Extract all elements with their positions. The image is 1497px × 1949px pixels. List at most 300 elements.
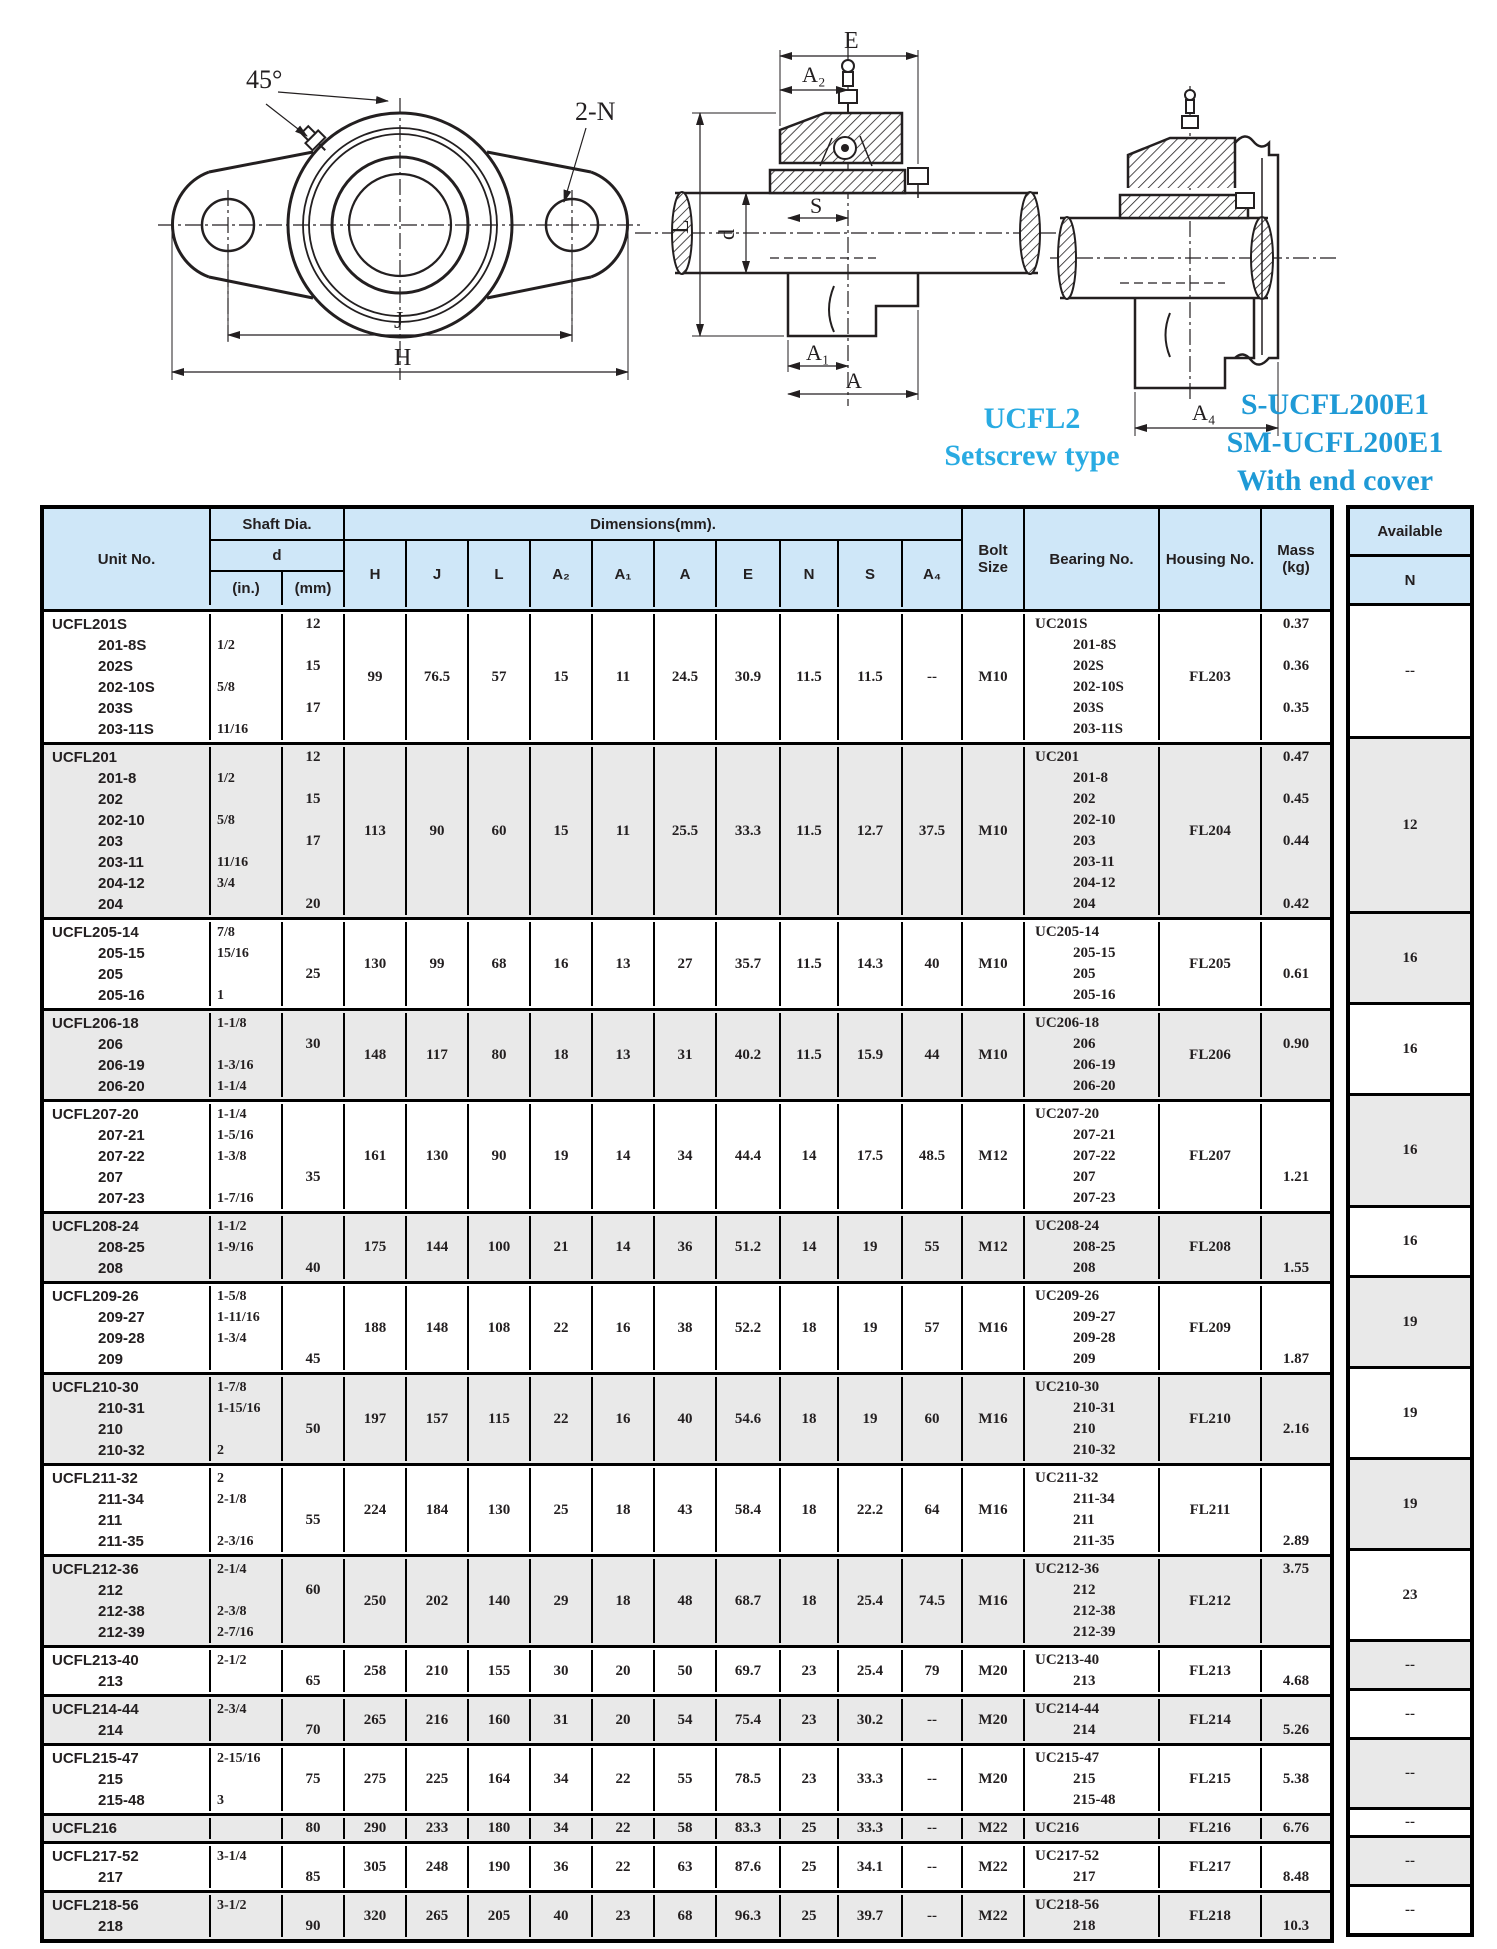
cell-shaft-mm [281, 1104, 343, 1209]
cell-line: 70 [305, 1722, 321, 1738]
cell-line: 215-48 [98, 1792, 145, 1809]
cell-dim-E [715, 614, 779, 740]
cell-dim-S [837, 1377, 901, 1461]
cell-line: 0.45 [1282, 791, 1310, 807]
cell-line [211, 1349, 281, 1370]
cell-dim-S [837, 1013, 901, 1097]
dim-value: -- [927, 1771, 937, 1787]
cell-line [1262, 1013, 1330, 1034]
cell-line: 205 [1073, 966, 1096, 982]
cell-dim-A [653, 1846, 715, 1888]
dim-value: 250 [363, 1592, 387, 1609]
dim-value: 188 [363, 1319, 387, 1336]
cell-line [1262, 1790, 1330, 1811]
cell-dim-S [837, 1286, 901, 1370]
cell-line [1262, 922, 1330, 943]
dim-value: 18 [553, 1046, 569, 1063]
cell-line: 80 [305, 1820, 321, 1836]
cell-line [1262, 1286, 1330, 1307]
dim-value: 58.4 [734, 1501, 762, 1518]
cell-line: 2 [217, 1443, 224, 1458]
cell-line: 213 [98, 1673, 124, 1690]
housing-no-value: FL210 [1189, 1410, 1231, 1427]
dim-value: 130 [425, 1148, 449, 1164]
cell-line: UCFL212-36 [52, 1561, 139, 1578]
cell-line: UC201 [1035, 749, 1080, 765]
dim-value: 14 [801, 1148, 817, 1164]
cell-bolt-size [961, 1559, 1023, 1643]
header-shaft-mm: (mm) [281, 572, 343, 605]
cell-line: UC201S [1035, 616, 1088, 632]
housing-no-value: FL205 [1189, 955, 1231, 972]
available-row [1350, 606, 1470, 739]
dim-value: 15 [553, 668, 569, 685]
dim-value: 25 [553, 1501, 569, 1518]
cell-line: 210-31 [98, 1400, 145, 1417]
cell-line: 60 [305, 1582, 321, 1598]
cell-mass [1260, 1846, 1330, 1888]
housing-no-value: FL203 [1189, 668, 1231, 685]
cell-dim-L [467, 1286, 529, 1370]
available-value: -- [1405, 662, 1415, 679]
bolt-size-value: M16 [978, 1410, 1008, 1427]
cell-shaft-in [209, 1559, 281, 1643]
cell-dim-J [405, 1650, 467, 1692]
cell-dim-A1 [591, 1286, 653, 1370]
available-table [1346, 505, 1474, 1937]
available-value: -- [1405, 1765, 1415, 1781]
cell-line: 207-21 [98, 1127, 145, 1144]
cell-dim-A1 [591, 747, 653, 915]
cell-shaft-mm [281, 1468, 343, 1552]
cell-line: 1-3/8 [217, 1149, 247, 1164]
dim-value: 180 [487, 1820, 511, 1836]
cell-dim-H [343, 1468, 405, 1552]
dim-value: 40 [924, 955, 940, 972]
cell-line: 17 [305, 833, 321, 849]
cell-line [211, 656, 281, 677]
cell-line: 206-20 [98, 1078, 145, 1095]
cell-shaft-in [209, 1013, 281, 1097]
cell-line: 217 [98, 1869, 124, 1886]
cell-line: 205 [98, 966, 124, 983]
cell-dim-N [779, 1818, 837, 1839]
cell-shaft-mm [281, 1846, 343, 1888]
cell-bolt-size [961, 1377, 1023, 1461]
spec-tables [40, 505, 1474, 1943]
cell-line: 203S [98, 700, 134, 717]
bolt-size-value: M22 [978, 1858, 1008, 1875]
cell-line [283, 1055, 343, 1076]
cell-line: 1.87 [1282, 1351, 1310, 1367]
cell-line: 5.26 [1282, 1722, 1310, 1738]
cell-line: 203 [1073, 833, 1096, 849]
cell-bolt-size [961, 614, 1023, 740]
cell-mass [1260, 1699, 1330, 1741]
cell-bearing-no [1023, 1895, 1158, 1937]
dim-value: 18 [801, 1501, 817, 1518]
cell-housing-no [1158, 1650, 1260, 1692]
cell-line: 208-25 [98, 1239, 145, 1256]
cell-housing-no [1158, 1846, 1260, 1888]
available-value: -- [1405, 1814, 1415, 1830]
header-bearing-no: Bearing No. [1023, 509, 1158, 609]
dim-value: 22 [553, 1410, 569, 1427]
cell-line: 207-22 [1073, 1148, 1116, 1164]
cell-line: 206 [1073, 1036, 1096, 1052]
cell-mass [1260, 1013, 1330, 1097]
cell-line: 2-1/8 [217, 1492, 247, 1507]
dim-value: 11.5 [796, 668, 822, 685]
cell-line: 215-48 [1073, 1792, 1116, 1808]
variant-name-2: SM-UCFL200E1 [1226, 426, 1444, 459]
cell-line [283, 635, 343, 656]
cell-dim-A1 [591, 1699, 653, 1741]
cell-dim-L [467, 747, 529, 915]
dim-value: 43 [677, 1501, 693, 1518]
dim-value: 30.9 [734, 668, 762, 685]
header-available-n: N [1350, 557, 1470, 606]
cell-line [283, 1286, 343, 1307]
cell-line: 209-28 [1073, 1330, 1116, 1346]
table-row [44, 1557, 1330, 1648]
dim-value: 13 [615, 1046, 631, 1063]
available-row [1350, 1005, 1470, 1096]
dim-value: 30 [553, 1662, 569, 1679]
cell-line: 218 [98, 1918, 124, 1935]
cell-line [1262, 1237, 1330, 1258]
dim-value: 22 [553, 1319, 569, 1336]
dim-value: 14 [801, 1239, 817, 1255]
cell-line: 1-5/8 [217, 1289, 247, 1304]
dim-value: 33.3 [856, 1820, 884, 1836]
cell-line: UC213-40 [1035, 1652, 1100, 1668]
cell-line [1262, 1748, 1330, 1769]
dim-value: 39.7 [856, 1907, 884, 1924]
cell-shaft-in [209, 1846, 281, 1888]
cell-dim-S [837, 1748, 901, 1811]
cell-dim-A2 [529, 922, 591, 1006]
cell-dim-A [653, 1286, 715, 1370]
cell-line: 214 [98, 1722, 124, 1739]
table-row [44, 1697, 1330, 1746]
cell-line: 202-10 [1073, 812, 1116, 828]
dim-value: 17.5 [856, 1148, 884, 1164]
dim-value: 55 [677, 1771, 693, 1787]
cell-line: UC209-26 [1035, 1288, 1100, 1304]
cell-line [283, 719, 343, 740]
cell-shaft-mm [281, 1895, 343, 1937]
cell-line: 207-23 [98, 1190, 145, 1207]
cell-line: 55 [305, 1512, 321, 1528]
cell-line [283, 1377, 343, 1398]
cell-dim-S [837, 1846, 901, 1888]
available-row [1350, 1369, 1470, 1460]
dim-value: 20 [615, 1662, 631, 1679]
dim-value: 99 [367, 668, 383, 685]
cell-bolt-size [961, 1650, 1023, 1692]
dim-value: 74.5 [918, 1592, 946, 1609]
cell-dim-L [467, 1104, 529, 1209]
cell-mass [1260, 1650, 1330, 1692]
dim-value: 68 [677, 1907, 693, 1924]
cell-shaft-in [209, 1468, 281, 1552]
table-row [44, 1466, 1330, 1557]
bolt-size-value: M20 [978, 1662, 1008, 1679]
cell-dim-E [715, 1748, 779, 1811]
cell-line: 2-15/16 [217, 1751, 261, 1766]
cell-line [283, 1790, 343, 1811]
cell-unit-no [44, 1818, 209, 1839]
cell-line [1262, 635, 1330, 656]
header-dimensions: Dimensions(mm). [343, 509, 961, 541]
cell-line: 203S [1073, 700, 1104, 716]
cell-dim-N [779, 922, 837, 1006]
available-value: 19 [1402, 1313, 1418, 1330]
available-row [1350, 1208, 1470, 1278]
cell-line: 209-27 [1073, 1309, 1116, 1325]
available-row [1350, 1810, 1470, 1838]
cell-dim-A2 [529, 1377, 591, 1461]
cell-line [211, 1671, 281, 1692]
cell-dim-N [779, 1286, 837, 1370]
cell-unit-no [44, 1377, 209, 1461]
cell-housing-no [1158, 1895, 1260, 1937]
cell-line: 203-11 [98, 854, 144, 871]
dim-value: -- [927, 1907, 937, 1924]
dim-value: 117 [426, 1046, 448, 1063]
cell-dim-S [837, 1818, 901, 1839]
cell-line: 218 [1073, 1918, 1096, 1934]
cell-line: 203-11S [98, 721, 154, 738]
housing-no-value: FL211 [1189, 1501, 1231, 1518]
cell-line: 203-11S [1073, 721, 1124, 737]
cell-dim-J [405, 747, 467, 915]
cell-dim-E [715, 1650, 779, 1692]
housing-no-value: FL216 [1189, 1820, 1231, 1836]
cell-shaft-in [209, 1377, 281, 1461]
cell-dim-E [715, 1559, 779, 1643]
dim-value: 22.2 [856, 1501, 884, 1518]
cell-line: 213 [1073, 1673, 1096, 1689]
cell-dim-A1 [591, 1846, 653, 1888]
housing-no-value: FL212 [1189, 1592, 1231, 1609]
cell-line [1262, 1104, 1330, 1125]
dim-value: 25.4 [856, 1592, 884, 1609]
cell-line: 65 [305, 1673, 321, 1689]
dim-value: 54.6 [734, 1410, 762, 1427]
dim-value: 100 [487, 1239, 511, 1255]
cell-bearing-no [1023, 747, 1158, 915]
cell-mass [1260, 1104, 1330, 1209]
cell-unit-no [44, 614, 209, 740]
cell-line [1262, 1699, 1330, 1720]
cell-line: 1.21 [1282, 1169, 1310, 1185]
cell-line: 0.44 [1282, 833, 1310, 849]
header-mass: Mass (kg) [1260, 509, 1330, 609]
cell-line [1262, 1055, 1330, 1076]
dim-value: -- [927, 1711, 937, 1728]
cell-line: 210 [98, 1421, 124, 1438]
bolt-size-value: M12 [978, 1239, 1008, 1255]
cell-line: UC215-47 [1035, 1750, 1100, 1766]
dim-value: 184 [425, 1501, 449, 1518]
cell-dim-N [779, 1013, 837, 1097]
cell-line: 207-21 [1073, 1127, 1116, 1143]
cell-line: 211-35 [1073, 1533, 1115, 1549]
series-caption [882, 400, 1182, 474]
cell-dim-H [343, 747, 405, 915]
cell-bolt-size [961, 1468, 1023, 1552]
available-value: 23 [1402, 1586, 1418, 1603]
cell-dim-A1 [591, 1377, 653, 1461]
dim-value: 11.5 [796, 1046, 822, 1063]
cell-shaft-in [209, 614, 281, 740]
cell-line: 211-34 [98, 1491, 144, 1508]
header-dim-A: A [653, 541, 715, 607]
cell-mass [1260, 922, 1330, 1006]
cell-line: 1-7/8 [217, 1380, 247, 1395]
cell-line: 1-1/2 [217, 1219, 247, 1234]
cell-line [1262, 677, 1330, 698]
bolt-size-value: M10 [978, 668, 1008, 685]
bolt-size-value: M10 [978, 955, 1008, 972]
cell-dim-A2 [529, 1559, 591, 1643]
dim-value: 80 [491, 1046, 507, 1063]
cell-mass [1260, 1559, 1330, 1643]
cell-dim-A2 [529, 1748, 591, 1811]
cell-line [1262, 1328, 1330, 1349]
cell-dim-E [715, 1377, 779, 1461]
dim-value: 11.5 [796, 822, 822, 839]
cell-dim-A4 [901, 614, 961, 740]
cell-mass [1260, 1216, 1330, 1279]
cell-line [211, 1916, 281, 1937]
table-row [44, 1816, 1330, 1844]
cell-line: 2-3/4 [217, 1702, 247, 1717]
cell-line: 209 [98, 1351, 124, 1368]
cell-line [211, 1818, 281, 1839]
cell-line: UCFL217-52 [52, 1848, 139, 1865]
dim-value: 148 [425, 1319, 449, 1336]
cell-line: 206 [98, 1036, 124, 1053]
cell-line [1262, 1650, 1330, 1671]
dim-value: 233 [425, 1820, 449, 1836]
bolt-size-value: M12 [978, 1148, 1008, 1164]
cell-line: UCFL201S [52, 616, 128, 633]
dim-value: 25 [801, 1820, 817, 1836]
dim-value: 78.5 [734, 1771, 762, 1787]
available-value: -- [1405, 1705, 1415, 1722]
cell-housing-no [1158, 1013, 1260, 1097]
cell-line [211, 894, 281, 915]
dim-value: 27 [677, 955, 693, 972]
table-row [44, 1375, 1330, 1466]
cell-dim-A [653, 747, 715, 915]
cell-line: 210 [1073, 1421, 1096, 1437]
cell-line: 2-3/8 [217, 1604, 247, 1619]
cell-dim-E [715, 1846, 779, 1888]
cell-line [1262, 1076, 1330, 1097]
header-dim-L: L [467, 541, 529, 607]
cell-line [1262, 943, 1330, 964]
cell-line [1262, 810, 1330, 831]
cell-line: 215 [98, 1771, 124, 1788]
dim-value: 57 [924, 1319, 940, 1336]
table-row [44, 612, 1330, 745]
cell-bolt-size [961, 1748, 1023, 1811]
dim-value: 205 [487, 1907, 511, 1924]
cell-line [1262, 1377, 1330, 1398]
cell-bolt-size [961, 747, 1023, 915]
cell-line: 1-1/4 [217, 1079, 247, 1094]
cell-dim-A1 [591, 1468, 653, 1552]
header-bolt-size: Bolt Size [961, 509, 1023, 609]
cell-unit-no [44, 1895, 209, 1937]
cell-line [283, 1307, 343, 1328]
cell-line: 202-10S [98, 679, 155, 696]
cell-bearing-no [1023, 1846, 1158, 1888]
bolt-size-value: M10 [978, 1046, 1008, 1063]
bolt-size-value: M16 [978, 1319, 1008, 1336]
cell-line [283, 1146, 343, 1167]
cell-mass [1260, 1377, 1330, 1461]
bolt-size-value: M16 [978, 1501, 1008, 1518]
available-value: 19 [1402, 1404, 1418, 1421]
cell-line: 1-15/16 [217, 1401, 261, 1416]
available-value: 16 [1402, 949, 1418, 966]
cell-housing-no [1158, 1748, 1260, 1811]
cell-line [283, 1699, 343, 1720]
dim-value: 23 [801, 1711, 817, 1728]
dim-value: 148 [363, 1046, 387, 1063]
dim-value: 161 [363, 1148, 387, 1164]
cell-line: 10.3 [1282, 1918, 1310, 1934]
available-value: 19 [1402, 1495, 1418, 1512]
dim-value: 197 [363, 1410, 387, 1427]
cell-dim-A2 [529, 1895, 591, 1937]
cell-line: 201-8S [98, 637, 147, 654]
dim-value: 40 [553, 1907, 569, 1924]
cell-dim-H [343, 922, 405, 1006]
cell-dim-H [343, 614, 405, 740]
cell-bearing-no [1023, 614, 1158, 740]
dim-value: 224 [363, 1501, 387, 1518]
cell-shaft-mm [281, 1559, 343, 1643]
available-row [1350, 1460, 1470, 1551]
cell-line [283, 943, 343, 964]
cell-dim-A [653, 614, 715, 740]
cell-line [283, 1125, 343, 1146]
cell-unit-no [44, 1216, 209, 1279]
cell-line [1262, 985, 1330, 1006]
cell-dim-A4 [901, 1650, 961, 1692]
cell-line: 11/16 [217, 722, 249, 737]
cell-dim-A [653, 1013, 715, 1097]
cell-line: 202-10S [1073, 679, 1124, 695]
cell-line: 1-3/16 [217, 1058, 254, 1073]
dim-value: -- [927, 1858, 937, 1875]
cell-line: 212-39 [98, 1624, 145, 1641]
cell-dim-J [405, 1748, 467, 1811]
cell-dim-H [343, 1286, 405, 1370]
dim-value: 130 [487, 1501, 511, 1518]
dim-value: 31 [553, 1711, 569, 1728]
table-row [44, 1844, 1330, 1893]
cell-dim-H [343, 1818, 405, 1839]
dim-value: 190 [487, 1858, 511, 1875]
cell-dim-A4 [901, 1818, 961, 1839]
